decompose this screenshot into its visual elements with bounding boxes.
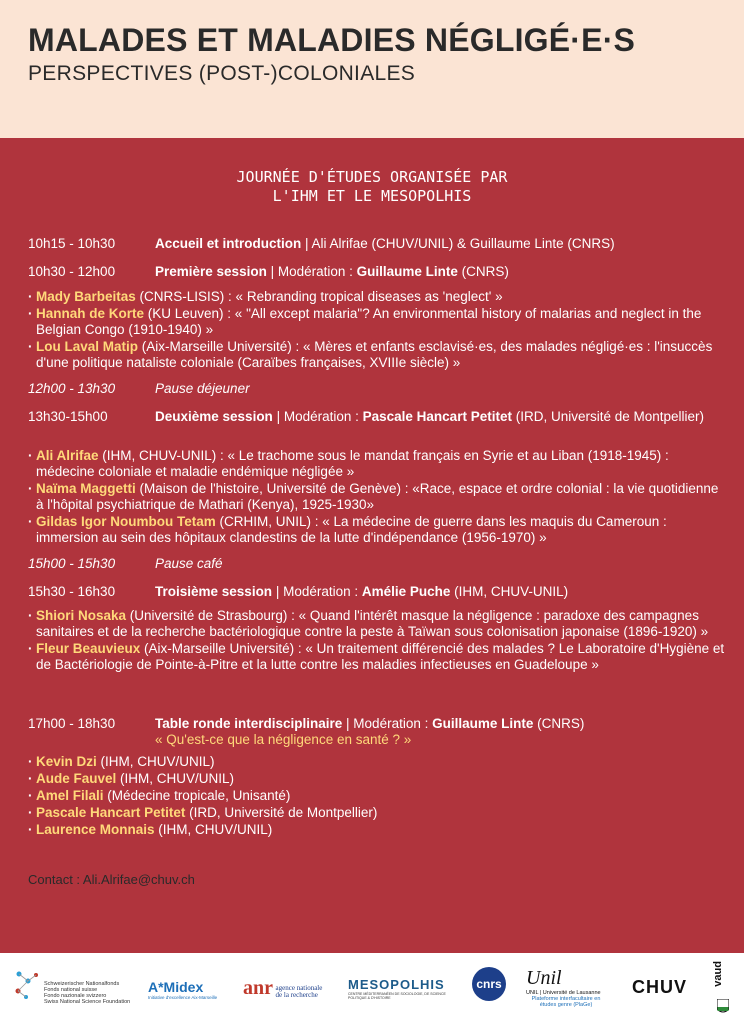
speaker-name: Gildas Igor Noumbou Tetam: [36, 514, 216, 529]
partner-logos: [0, 953, 744, 1024]
mesopolhis-text: MESOPOLHIS: [348, 977, 445, 992]
contact-line: [28, 872, 195, 887]
program-time: 17h00 - 18h30: [28, 716, 116, 731]
unil-logo[interactable]: [526, 967, 622, 1008]
speaker-name: Shiori Nosaka: [36, 608, 127, 623]
program-detail: | Modération :: [272, 584, 362, 599]
session-3-list: [28, 608, 728, 674]
list-item: [28, 448, 728, 480]
program-title: Première session: [155, 264, 267, 279]
list-item: [28, 289, 728, 305]
talk-title: (Aix-Marseille Université) : « Mères et enfants esclavisé·es, des malades négligé·es : l'insuccès d'une politique nataliste coloniale (Caraïbes françaises, XVIIIe siècle) »: [36, 339, 713, 370]
program-time: 15h00 - 15h30: [28, 556, 116, 571]
list-item: [28, 822, 728, 838]
plage-subtext: Plateforme interfacultaire en études genre (PlaGe): [531, 996, 601, 1008]
list-item: [28, 481, 728, 513]
panelist-name: Laurence Monnais: [36, 822, 155, 837]
vaud-shield-icon: [717, 999, 729, 1015]
snf-text: Schweizerischer Nationalfonds Fonds national suisse Fondo nazionale svizzero Swiss National Science Foundation: [44, 981, 131, 1005]
chuv-logo[interactable]: [632, 977, 687, 998]
program-detail: | Modération :: [272, 409, 363, 424]
program-time: 10h30 - 12h00: [28, 264, 116, 279]
contact-email-link[interactable]: Ali.Alrifae@chuv.ch: [82, 872, 195, 887]
program-panel: [0, 138, 744, 953]
list-item: [28, 771, 728, 787]
page-subtitle: PERSPECTIVES (POST-)COLONIALES: [28, 62, 416, 85]
cnrs-logo[interactable]: [472, 967, 506, 1001]
program-time: 10h15 - 10h30: [28, 236, 116, 251]
program-detail: | Ali Alrifae (CHUV/UNIL) & Guillaume Linte (CNRS): [301, 236, 615, 251]
talk-title: (CNRS-LISIS) : « Rebranding tropical diseases as 'neglect' »: [135, 289, 503, 304]
program-detail: | Modération :: [342, 716, 433, 731]
mesopolhis-subtext: CENTRE MÉDITERRANÉEN DE SOCIOLOGIE, DE SCIENCE POLITIQUE & D'HISTOIRE: [348, 992, 446, 1000]
session-1-list: [28, 289, 728, 372]
panelist-name: Kevin Dzi: [36, 754, 97, 769]
talk-title: (Aix-Marseille Université) : « Un traitement différencié des malades ? Le Laboratoire d'Hygiène et de Bactériologie de Pointe-à-Pitre et la lutte contre les maladies infectieuses en Guadeloupe »: [36, 641, 725, 672]
moderator-name: Guillaume Linte: [432, 716, 534, 731]
panelist-affiliation: (IHM, CHUV/UNIL): [154, 822, 273, 837]
program-body: [155, 584, 715, 600]
talk-title: (KU Leuven) : « "All except malaria"? An environmental history of malarias and neglect in the Belgian Congo (1910-1940) »: [36, 306, 702, 337]
talk-title: (Université de Strasbourg) : « Quand l'intérêt masque la négligence : paradoxe des campagnes sanitaires et de la recherche bactériologique contre la peste à Taïwan sous colonisation japonaise (1896-1920) »: [36, 608, 709, 639]
session-2-list: [28, 448, 728, 547]
program-title: Pause déjeuner: [155, 381, 250, 396]
program-title: Deuxième session: [155, 409, 273, 424]
vaud-logo[interactable]: [710, 959, 736, 1017]
speaker-name: Mady Barbeitas: [36, 289, 136, 304]
amidex-logo[interactable]: [148, 979, 217, 1000]
list-item: [28, 339, 728, 371]
header-band: [0, 0, 744, 138]
panelist-affiliation: (Médecine tropicale, Unisanté): [103, 788, 291, 803]
program-time: 13h30-15h00: [28, 409, 108, 424]
moderator-affiliation: (CNRS): [457, 264, 509, 279]
amidex-text: A*Midex: [148, 979, 204, 995]
moderator-name: Guillaume Linte: [356, 264, 458, 279]
page-title: MALADES ET MALADIES NÉGLIGÉ·E·S: [28, 22, 636, 58]
moderator-name: Amélie Puche: [361, 584, 451, 599]
unil-text: Unil: [526, 967, 562, 989]
snf-network-icon: [14, 969, 44, 1003]
panelist-affiliation: (IRD, Université de Montpellier): [185, 805, 378, 820]
list-item: [28, 754, 728, 770]
talk-title: (CRHIM, UNIL) : « La médecine de guerre dans les maquis du Cameroun : immersion au sein des hôpitaux clandestins de la lutte d'indépendance (1956-1970) »: [36, 514, 667, 545]
vaud-text: vaud: [712, 961, 724, 987]
moderator-affiliation: (CNRS): [533, 716, 585, 731]
program-body: [155, 716, 715, 748]
program-title: Troisième session: [155, 584, 273, 599]
panelist-name: Pascale Hancart Petitet: [36, 805, 186, 820]
anr-subtext: agence nationale de la recherche: [275, 983, 323, 999]
contact-label: Contact :: [28, 872, 83, 887]
moderator-affiliation: (IRD, Université de Montpellier): [511, 409, 705, 424]
chuv-text: CHUV: [632, 977, 688, 997]
program-body: [155, 236, 715, 252]
mesopolhis-logo[interactable]: [348, 977, 456, 1000]
speaker-name: Ali Alrifae: [36, 448, 99, 463]
list-item: [28, 641, 728, 673]
roundtable-question: « Qu'est-ce que la négligence en santé ? »: [155, 732, 412, 747]
organizer-heading: [0, 168, 744, 206]
moderator-affiliation: (IHM, CHUV-UNIL): [450, 584, 569, 599]
talk-title: (Maison de l'histoire, Université de Genève) : «Race, espace et ordre colonial : la vie quotidienne à l'hôpital psychiatrique de Mathari (Kenya), 1925-1930»: [36, 481, 719, 512]
speaker-name: Naïma Maggetti: [36, 481, 136, 496]
anr-text: anr: [243, 977, 273, 999]
program-time: 15h30 - 16h30: [28, 584, 116, 599]
unil-subtext: UNIL | Université de Lausanne: [526, 990, 601, 996]
organizer-line-1: JOURNÉE D'ÉTUDES ORGANISÉE PAR: [236, 168, 508, 186]
speaker-name: Hannah de Korte: [36, 306, 145, 321]
list-item: [28, 514, 728, 546]
speaker-name: Fleur Beauvieux: [36, 641, 141, 656]
list-item: [28, 788, 728, 804]
organizer-line-2: L'IHM ET LE MESOPOLHIS: [272, 187, 472, 205]
panelist-name: Aude Fauvel: [36, 771, 117, 786]
program-title: Pause café: [155, 556, 223, 571]
talk-title: (IHM, CHUV-UNIL) : « Le trachome sous le mandat français en Syrie et au Liban (1918-1945) : médecine coloniale et maladie endémique négligée »: [36, 448, 669, 479]
program-title: Table ronde interdisciplinaire: [155, 716, 343, 731]
list-item: [28, 805, 728, 821]
panelist-affiliation: (IHM, CHUV/UNIL): [96, 754, 215, 769]
program-title: Accueil et introduction: [155, 236, 302, 251]
list-item: [28, 608, 728, 640]
program-detail: | Modération :: [266, 264, 357, 279]
amidex-subtext: Initiative d'excellence Aix-Marseille: [148, 995, 218, 1000]
anr-logo[interactable]: [243, 977, 330, 1000]
program-body: [155, 409, 715, 425]
program-body: [155, 264, 715, 280]
cnrs-text: cnrs: [476, 977, 502, 991]
moderator-name: Pascale Hancart Petitet: [362, 409, 512, 424]
speaker-name: Lou Laval Matip: [36, 339, 139, 354]
program-time: 12h00 - 13h30: [28, 381, 116, 396]
list-item: [28, 306, 728, 338]
panelist-affiliation: (IHM, CHUV/UNIL): [116, 771, 235, 786]
roundtable-list: [28, 754, 728, 839]
panelist-name: Amel Filali: [36, 788, 104, 803]
